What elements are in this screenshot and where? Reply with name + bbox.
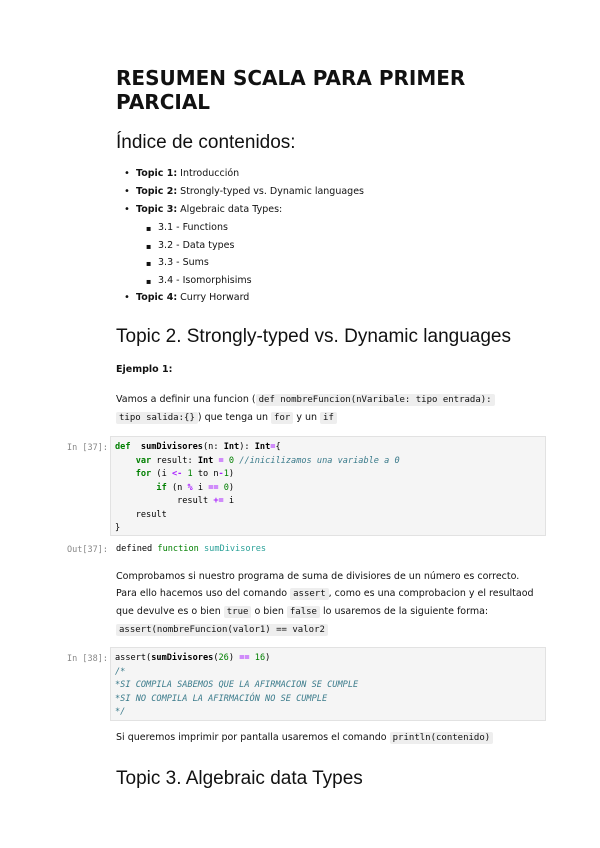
inline-code: false: [287, 606, 320, 618]
code-line: [115, 441, 541, 455]
code-line: [115, 455, 541, 469]
code-token: var: [135, 455, 152, 466]
code-token: result: [115, 509, 167, 520]
toc-heading: Índice de contenidos:: [116, 132, 296, 153]
code-token: 1: [187, 469, 193, 479]
code-token: *SI NO COMPILA LA AFIRMACIÓN NO SE CUMPLE: [115, 693, 328, 704]
code-token: Int: [254, 442, 271, 452]
text-span: lo usaremos de la siguiente forma:: [319, 606, 489, 617]
code-token: [115, 469, 136, 479]
output-name: sumDivisores: [204, 544, 267, 554]
toc-item-topic: Topic 4:: [136, 292, 178, 303]
code-line: [115, 522, 541, 536]
code-token: //inicilizamos una variable a 0: [239, 455, 400, 466]
inline-code: true: [224, 606, 252, 618]
inline-code: println(contenido): [390, 732, 494, 744]
inline-code: def nombreFuncion(nVaribale: tipo entrada):: [256, 394, 495, 406]
toc-item-label: Strongly-typed vs. Dynamic languages: [177, 186, 364, 197]
paragraph-function-def: [116, 391, 516, 427]
toc-item[interactable]: [124, 185, 484, 203]
code-token: (n: [166, 482, 188, 493]
code-token: ):: [239, 442, 255, 452]
toc-item-label: Introducción: [177, 168, 240, 179]
code-token: ): [228, 653, 240, 663]
code-line: [115, 679, 541, 693]
toc-item-topic: Topic 3:: [136, 204, 178, 215]
output-prompt: Out[37]:: [67, 545, 108, 555]
paragraph-println: [116, 729, 536, 747]
code-line: [115, 482, 541, 496]
toc-item-topic: Topic 2:: [136, 186, 178, 197]
code-cell[interactable]: [110, 647, 546, 721]
code-line: [115, 468, 541, 482]
text-span: ) que tenga un: [197, 412, 272, 423]
input-prompt: In [38]:: [67, 654, 108, 664]
example-label: Ejemplo 1:: [116, 364, 173, 375]
code-token: -: [218, 469, 224, 479]
code-token: <-: [171, 469, 183, 479]
code-token: 0: [223, 482, 229, 493]
code-token: (: [213, 653, 219, 663]
toc-item-label: Curry Horward: [177, 292, 250, 303]
text-span: Vamos a definir una funcion (: [116, 394, 256, 405]
text-span: Si queremos imprimir por pantalla usaremos el comando: [116, 732, 390, 743]
toc-item[interactable]: [124, 203, 484, 221]
inline-code: if: [320, 412, 337, 424]
code-token: =: [218, 455, 224, 466]
topic3-heading: Topic 3. Algebraic data Types: [116, 768, 363, 789]
text-span: o bien: [251, 606, 287, 617]
toc-item[interactable]: [124, 167, 484, 185]
code-token: Int: [197, 455, 214, 466]
code-token: /*: [115, 666, 126, 677]
code-token: ): [228, 482, 235, 493]
code-token: ==: [239, 653, 250, 663]
code-token: (n:: [202, 442, 224, 452]
code-token: result:: [151, 455, 198, 466]
code-token: i: [223, 496, 235, 506]
code-token: ): [265, 653, 271, 663]
code-token: 1: [223, 469, 229, 479]
code-line: [115, 706, 541, 720]
code-token: ): [228, 469, 235, 479]
code-token: (i: [151, 469, 172, 479]
toc-subitem[interactable]: ▪ 3.4 - Isomorphisims: [146, 274, 484, 292]
code-cell[interactable]: [110, 436, 546, 536]
inline-code: tipo salida:{}: [116, 412, 198, 424]
code-token: +=: [213, 496, 224, 506]
topic2-heading: Topic 2. Strongly-typed vs. Dynamic languages: [116, 326, 511, 347]
paragraph-assert: [116, 568, 536, 639]
inline-code: assert(nombreFuncion(valor1) == valor2: [116, 624, 328, 636]
code-token: */: [115, 707, 126, 717]
toc-subitem[interactable]: ▪ 3.3 - Sums: [146, 256, 484, 274]
code-line: [115, 693, 541, 707]
code-token: result: [115, 496, 214, 506]
code-token: [131, 442, 141, 452]
code-token: to n: [192, 469, 219, 479]
code-line: [115, 509, 541, 523]
page-title: RESUMEN SCALA PARA PRIMER PARCIAL: [116, 66, 466, 114]
code-token: =: [270, 442, 276, 452]
cell-output: [116, 544, 266, 554]
code-token: [115, 483, 156, 493]
code-token: 26: [218, 653, 229, 663]
code-token: i: [192, 482, 209, 493]
code-token: 0: [228, 455, 235, 466]
code-token: %: [187, 482, 193, 493]
code-token: ==: [208, 482, 219, 493]
code-token: [115, 456, 136, 466]
code-token: sumDivisores: [140, 442, 203, 452]
toc-subitem[interactable]: ▪ 3.2 - Data types: [146, 239, 484, 257]
code-token: def: [115, 442, 131, 452]
code-token: Int: [223, 442, 240, 452]
inline-code: assert: [290, 588, 329, 600]
code-token: {: [275, 442, 281, 452]
code-line: [115, 666, 541, 680]
code-token: sumDivisores: [151, 653, 214, 663]
code-line: [115, 495, 541, 509]
toc-subitem[interactable]: ▪ 3.1 - Functions: [146, 221, 484, 239]
text-span: , como es una comprobacion y el resultaod: [328, 588, 534, 599]
toc-item-topic: Topic 1:: [136, 168, 178, 179]
output-keyword: function: [157, 544, 199, 554]
code-token: }: [115, 523, 121, 533]
output-text: defined: [116, 544, 153, 554]
text-span: Comprobamos si nuestro programa de suma de divisiores de un número es correcto.: [116, 571, 520, 582]
code-token: assert(: [115, 653, 152, 663]
code-token: *SI COMPILA SABEMOS QUE LA AFIRMACION SE CUMPLE: [115, 680, 359, 690]
code-token: if: [156, 482, 167, 493]
text-span: que devulve es o bien: [116, 606, 224, 617]
toc-item-label: Algebraic data Types:: [177, 204, 283, 215]
text-span: y un: [293, 412, 321, 423]
code-token: for: [135, 469, 152, 479]
inline-code: for: [271, 412, 293, 424]
code-line: [115, 652, 541, 666]
toc-item[interactable]: [124, 291, 484, 309]
input-prompt: In [37]:: [67, 443, 108, 453]
code-token: 16: [254, 653, 266, 663]
toc-sublist: [146, 221, 484, 291]
text-span: Para ello hacemos uso del comando: [116, 588, 291, 599]
table-of-contents: [124, 167, 484, 309]
